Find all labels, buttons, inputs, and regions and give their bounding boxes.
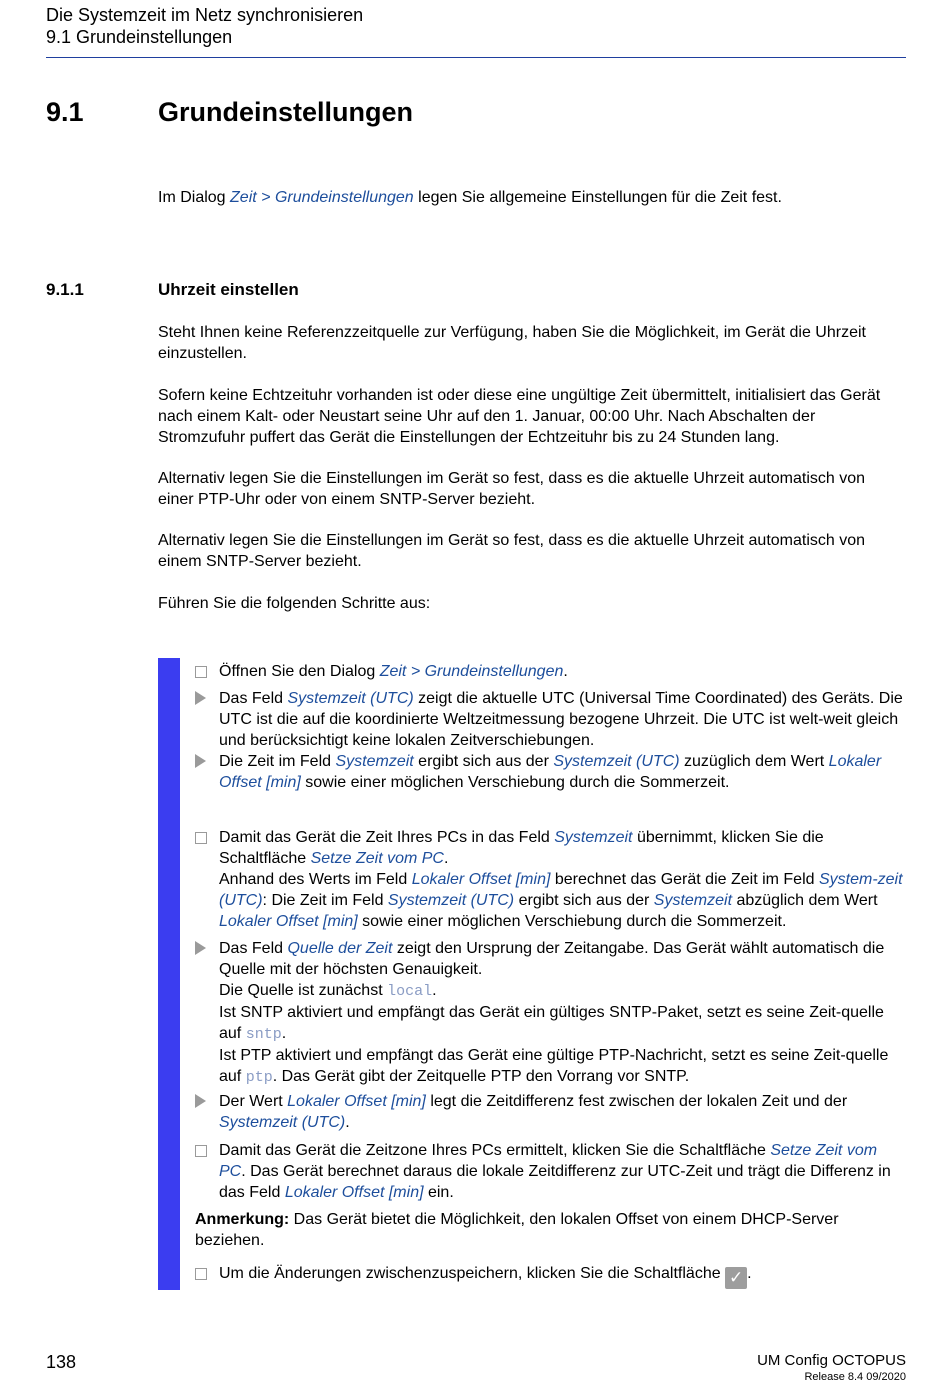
step-checkbox-icon [195, 1268, 207, 1280]
step-item: Damit das Gerät die Zeitzone Ihres PCs ermittelt, klicken Sie die Schaltfläche Setze Zeit vom PC. Das Gerät berechnet daraus die lokale Zeitdifferenz zur UTC-Zeit und trägt die Differenz in das Feld Lokaler Offset [min] ein. [195, 1140, 907, 1203]
section-number: 9.1 [46, 97, 84, 127]
result-item: Der Wert Lokaler Offset [min] legt die Zeitdifferenz fest zwischen der lokalen Zeit und der Systemzeit (UTC). [195, 1091, 907, 1133]
intro-paragraph: Im Dialog Zeit > Grundeinstellungen legen Sie allgemeine Einstellungen für die Zeit fest. [158, 189, 782, 206]
result-triangle-icon [195, 691, 206, 705]
release-info: Release 8.4 09/2020 [804, 1371, 906, 1383]
header-rule [46, 57, 906, 58]
set-time-button-ref: Setze Zeit vom PC [310, 850, 444, 867]
result-item: Das Feld Quelle der Zeit zeigt den Ursprung der Zeitangabe. Das Gerät wählt automatisch die Quelle mit der höchsten Genauigkeit. Die Quelle ist zunächst local. Ist SNTP aktiviert und empfängt das Gerät ein gültiges SNTP-Paket, setzt es seine Zeit-quelle auf sntp. Ist PTP aktiviert und empfängt das Gerät eine gültige PTP-Nachricht, setzt es seine Zeit-quelle auf ptp. Das Gerät gibt der Zeitquelle PTP den Vorrang vor SNTP. [195, 938, 907, 1088]
paragraph: Führen Sie die folgenden Schritte aus: [158, 595, 431, 612]
subsection-title: Uhrzeit einstellen [158, 280, 299, 299]
step-checkbox-icon [195, 832, 207, 844]
step-checkbox-icon [195, 1145, 207, 1157]
note-label: Anmerkung: [195, 1211, 290, 1228]
section-title: Grundeinstellungen [158, 97, 414, 127]
subsection-number: 9.1.1 [46, 280, 84, 299]
result-item: Die Zeit im Feld Systemzeit ergibt sich aus der Systemzeit (UTC) zuzüglich dem Wert Lokaler Offset [min] sowie einer möglichen Verschiebung durch die Sommerzeit. [195, 751, 907, 793]
save-checkmark-icon: ✓ [725, 1267, 747, 1289]
result-item: Das Feld Systemzeit (UTC) zeigt die aktuelle UTC (Universal Time Coordinated) des Geräts. Die UTC ist die auf die koordinierte Weltzeitmessung bezogene Uhrzeit. Die UTC ist welt-weit gleich und berücksichtigt keine lokalen Zeitverschiebungen. [195, 688, 907, 751]
paragraph: Steht Ihnen keine Referenzzeitquelle zur Verfügung, haben Sie die Möglichkeit, im Gerät die Uhrzeit einzustellen. [158, 324, 866, 362]
page-number: 138 [46, 1352, 77, 1372]
step-item: Öffnen Sie den Dialog Zeit > Grundeinstellungen. [195, 661, 907, 682]
result-triangle-icon [195, 941, 206, 955]
dialog-link[interactable]: Zeit > Grundeinstellungen [230, 189, 414, 206]
note: Anmerkung: Das Gerät bietet die Möglichkeit, den lokalen Offset von einem DHCP-Server beziehen. [195, 1211, 839, 1249]
dialog-link[interactable]: Zeit > Grundeinstellungen [379, 663, 564, 680]
result-triangle-icon [195, 754, 206, 768]
running-header-section: 9.1 Grundeinstellungen [46, 27, 233, 47]
step-item: Damit das Gerät die Zeit Ihres PCs in das Feld Systemzeit übernimmt, klicken Sie die Schaltfläche Setze Zeit vom PC. Anhand des Werts im Feld Lokaler Offset [min] berechnet das Gerät die Zeit im Feld System-zeit (UTC): Die Zeit im Feld Systemzeit (UTC) ergibt sich aus der Systemzeit abzüglich dem Wert Lokaler Offset [min] sowie einer möglichen Verschiebung durch die Sommerzeit. [195, 827, 907, 932]
paragraph: Sofern keine Echtzeituhr vorhanden ist oder diese eine ungültige Zeit übermittelt, initialisiert das Gerät nach einem Kalt- oder Neustart seine Uhr auf den 1. Januar, 00:00 Uhr. Nach Abschalten der Stromzufuhr puffert das Gerät die Einstellungen der Echtzeituhr bis zu 24 Stunden lang. [158, 387, 881, 446]
procedure-bar [158, 658, 180, 1290]
step-checkbox-icon [195, 666, 207, 678]
running-header-chapter: Die Systemzeit im Netz synchronisieren [46, 5, 364, 25]
step-item: Um die Änderungen zwischenzuspeichern, klicken Sie die Schaltfläche ✓ . [195, 1263, 907, 1289]
document-title: UM Config OCTOPUS [757, 1352, 906, 1369]
result-triangle-icon [195, 1094, 206, 1108]
paragraph: Alternativ legen Sie die Einstellungen im Gerät so fest, dass es die aktuelle Uhrzeit automatisch von einem SNTP-Server bezieht. [158, 532, 866, 570]
paragraph: Alternativ legen Sie die Einstellungen im Gerät so fest, dass es die aktuelle Uhrzeit automatisch von einer PTP-Uhr oder von einem SNTP-Server bezieht. [158, 470, 866, 508]
